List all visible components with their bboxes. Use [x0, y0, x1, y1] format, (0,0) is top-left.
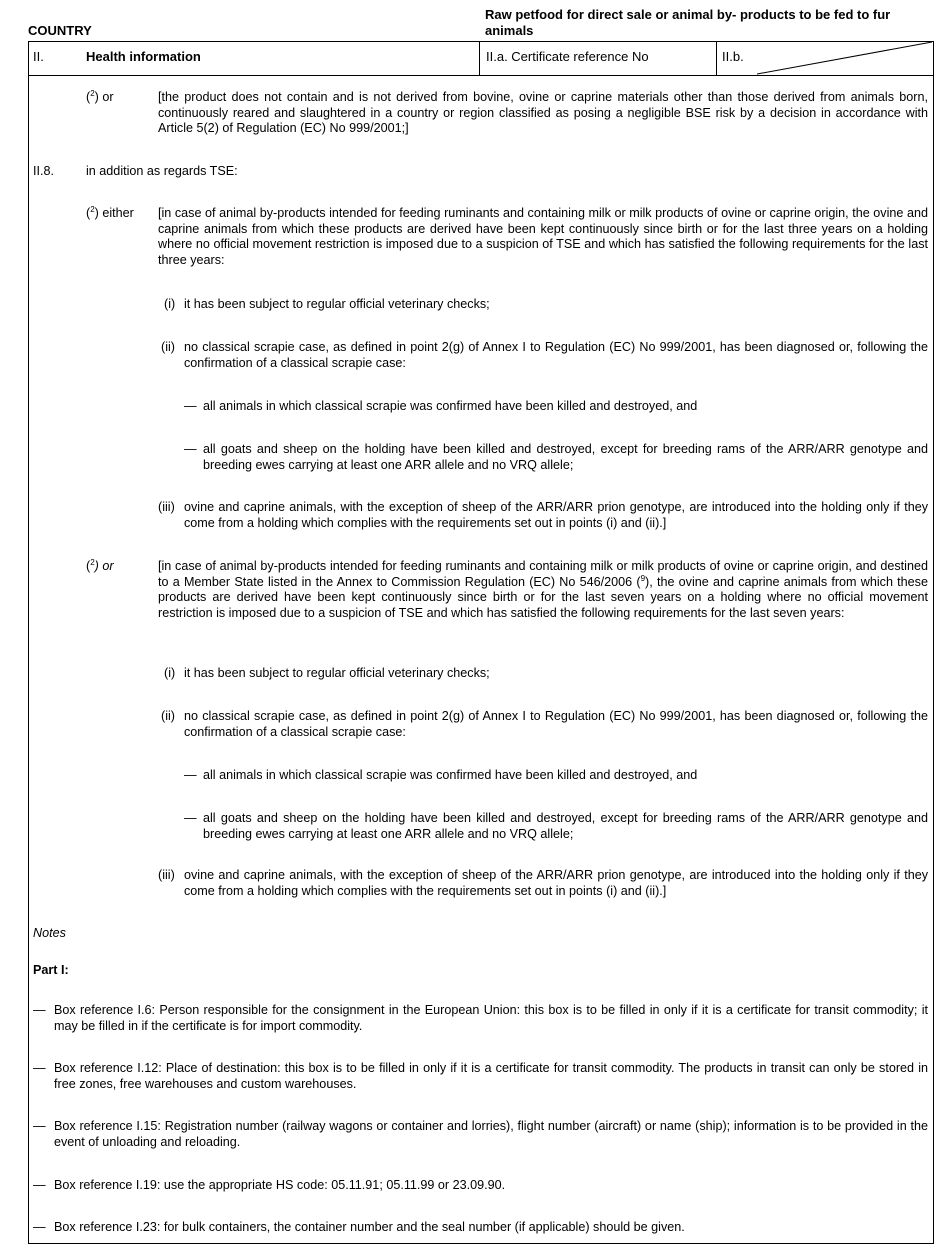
dash-marker: — [184, 399, 197, 413]
dash-marker: — [33, 1178, 46, 1192]
note-item: Box reference I.23: for bulk containers, the container number and the seal number (if applicable) should be given. [54, 1220, 685, 1234]
document-title: Raw petfood for direct sale or animal by- products to be fed to fur animals [485, 7, 891, 38]
note-item: Box reference I.6: Person responsible for the consignment in the European Union: this box is to be filled in only if it is a certificate for transit commodity; it may be filled in if the certificate is for import commodity. [54, 1003, 928, 1033]
or-item-iii: ovine and caprine animals, with the exception of sheep of the ARR/ARR prion genotype, are introduced into the holding only if they come from a holding which complies with the requirements set out in points (i) and (ii).] [184, 868, 928, 898]
either-item-ii: no classical scrapie case, as defined in point 2(g) of Annex I to Regulation (EC) No 999/2001, has been diagnosed or, following the confirmation of a classical scrapie case: [184, 340, 928, 370]
section-header-row [28, 41, 934, 76]
tse-intro: in addition as regards TSE: [86, 164, 238, 178]
either-dash-2: all goats and sheep on the holding have been killed and destroyed, except for breeding rams of the ARR/ARR genotype and breeding ewes carrying at least one ARR allele and no VRQ allele; [203, 442, 928, 472]
or-item-i: it has been subject to regular official veterinary checks; [184, 666, 490, 680]
notes-heading: Notes [33, 926, 66, 940]
country-label: COUNTRY [28, 23, 92, 38]
item-number: (ii) [161, 340, 175, 354]
dash-marker: — [33, 1119, 46, 1133]
or-item-ii: no classical scrapie case, as defined in point 2(g) of Annex I to Regulation (EC) No 999/2001, has been diagnosed or, following the confirmation of a classical scrapie case: [184, 709, 928, 739]
item-number: (i) [164, 666, 176, 680]
note-item: Box reference I.15: Registration number (railway wagons or container and lorries), flight number (aircraft) or name (ship); information is to be provided in the event of unloading and reloading. [54, 1119, 928, 1149]
item-number: (iii) [158, 868, 175, 882]
note-item: Box reference I.12: Place of destination: this box is to be filled in only if it is a certificate for transit commodity. The products in transit can only be stored in free zones, free warehouses and custom warehouses. [54, 1061, 928, 1091]
dash-marker: — [33, 1061, 46, 1075]
item-number: II.8. [33, 164, 54, 178]
section-title: Health information [86, 49, 201, 64]
item-number: (i) [164, 297, 176, 311]
section-number: II. [33, 49, 44, 64]
iib-label: II.b. [722, 49, 744, 64]
dash-marker: — [184, 442, 197, 456]
dash-marker: — [184, 811, 197, 825]
or-paragraph: [in case of animal by-products intended for feeding ruminants and containing milk or milk products of ovine or caprine origin, and destined to a Member State listed in the Annex to Commission Regulation (EC) No 546/2006 ($^9$), the ovine and caprine animals from which these products are derived have been kept continuously since birth or for the last seven years on a holding where no official movement restriction is imposed due to a suspicion of TSE and which has satisfied the following requirements for the last seven years: [158, 559, 928, 620]
part-heading: Part I: [33, 963, 69, 977]
dash-marker: — [33, 1220, 46, 1234]
bse-paragraph: [the product does not contain and is not derived from bovine, ovine or caprine materials other than those derived from animals born, continuously reared and slaughtered in a country or region classified as posing a negligible BSE risk by a decision in accordance with Article 5(2) of Regulation (EC) No 999/2001;] [158, 90, 928, 135]
dash-marker: — [184, 768, 197, 782]
either-item-iii: ovine and caprine animals, with the exception of sheep of the ARR/ARR prion genotype, are introduced into the holding only if they come from a holding which complies with the requirements set out in points (i) and (ii).] [184, 500, 928, 530]
item-number: (ii) [161, 709, 175, 723]
either-paragraph: [in case of animal by-products intended for feeding ruminants and containing milk or milk products of ovine or caprine origin, the ovine and caprine animals from which these products are derived have been kept continuously since birth or for the last three years on a holding where no official movement restriction is imposed due to a suspicion of TSE and which has satisfied the following requirements for the last three years: [158, 206, 928, 267]
either-dash-1: all animals in which classical scrapie was confirmed have been killed and destroyed, and [203, 399, 698, 413]
option-marker: ($^2$) or [86, 558, 114, 573]
certificate-reference-label: II.a. Certificate reference No [486, 49, 649, 64]
dash-marker: — [33, 1003, 46, 1017]
option-marker: ($^2$) or [86, 89, 114, 104]
note-item: Box reference I.19: use the appropriate HS code: 05.11.91; 05.11.99 or 23.09.90. [54, 1178, 506, 1192]
diagonal-strike [717, 41, 933, 75]
either-item-i: it has been subject to regular official veterinary checks; [184, 297, 490, 311]
item-number: (iii) [158, 500, 175, 514]
or-dash-2: all goats and sheep on the holding have been killed and destroyed, except for breeding rams of the ARR/ARR genotype and breeding ewes carrying at least one ARR allele and no VRQ allele; [203, 811, 928, 841]
option-marker: ($^2$) either [86, 205, 134, 220]
or-dash-1: all animals in which classical scrapie was confirmed have been killed and destroyed, and [203, 768, 698, 782]
column-divider [479, 41, 480, 75]
